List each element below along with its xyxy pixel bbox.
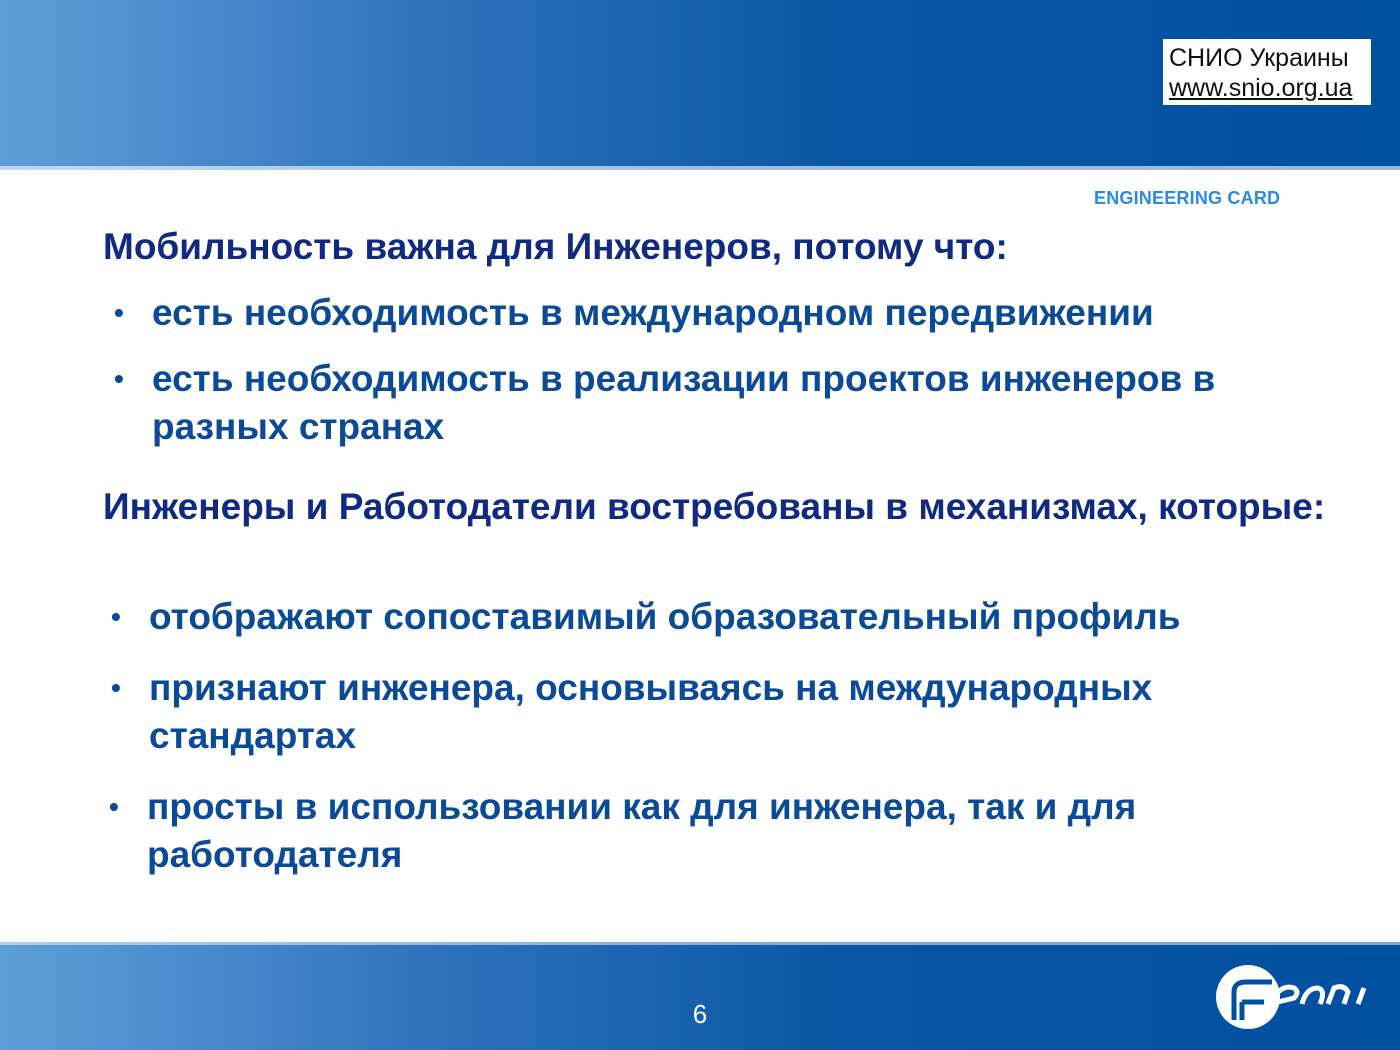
footer-band	[0, 942, 1400, 1050]
bullet-item	[114, 355, 1352, 451]
bullet-text: отображают сопоставимый образовательный профиль	[149, 596, 1181, 637]
bullet-item	[109, 783, 1187, 879]
bullet-item	[111, 593, 1349, 641]
bullet-text: есть необходимость в реализации проектов инженеров в разных странах	[152, 358, 1216, 447]
bullet-icon: •	[109, 791, 119, 822]
feani-logo-icon	[1214, 962, 1386, 1032]
org-info-box	[1163, 39, 1371, 105]
org-url-link[interactable]: www.snio.org.ua	[1169, 74, 1353, 102]
bullet-icon: •	[111, 672, 121, 703]
engineering-card-tag: ENGINEERING CARD	[1094, 188, 1281, 208]
bullet-text: просты в использовании как для инженера, так и для работодателя	[147, 786, 1137, 875]
bullet-icon: •	[114, 363, 124, 394]
page-number: 6	[692, 999, 708, 1029]
bullet-text: признают инженера, основываясь на международных стандартах	[149, 667, 1153, 756]
slide-heading-mechanisms: Инженеры и Работодатели востребованы в механизмах, которые:	[103, 486, 1326, 527]
org-name: СНИО Украины	[1169, 44, 1349, 72]
bullet-icon: •	[114, 297, 124, 328]
bullet-icon: •	[111, 601, 121, 632]
slide-heading-mobility: Мобильность важна для Инженеров, потому что:	[103, 226, 1008, 267]
bullet-text: есть необходимость в международном передвижении	[152, 292, 1154, 333]
bullet-item	[111, 664, 1309, 760]
bullet-item	[114, 289, 1352, 337]
